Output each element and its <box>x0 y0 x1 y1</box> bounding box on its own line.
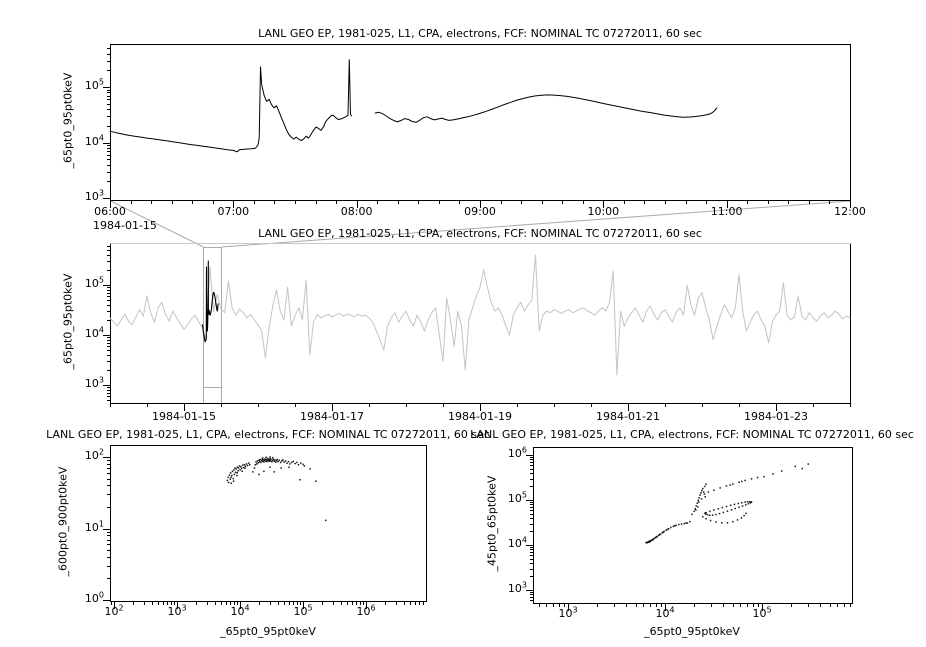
x-tick-label: 07:00 <box>217 205 250 218</box>
x-tick-label: $10^4$ <box>230 603 250 618</box>
y-tick-label: $10^6$ <box>507 444 527 460</box>
x-tick-label: $10^3$ <box>558 605 578 620</box>
x-tick-label: 1984-01-15 <box>152 410 216 423</box>
x-tick-label: 08:00 <box>340 205 373 218</box>
x-tick-label: 09:00 <box>464 205 496 218</box>
panel3-title: LANL GEO EP, 1981-025, L1, CPA, electrons, FCF: NOMINAL TC 07272011, 60 sec <box>46 428 490 441</box>
panel-3-plot-area[interactable] <box>110 445 426 601</box>
y-tick-label: $10^1$ <box>84 518 104 534</box>
x-tick-label: $10^3$ <box>167 603 187 618</box>
y-tick-label: $10^5$ <box>507 489 527 505</box>
x-tick-label: $10^5$ <box>752 605 772 620</box>
panel4-y-axis-label: _45pt0_65pt0keV <box>485 475 499 572</box>
panel3-x-axis-label: _65pt0_95pt0keV <box>220 625 316 638</box>
panel-1-plot-area[interactable] <box>110 44 850 200</box>
x-tick-label: 1984-01-19 <box>448 410 512 423</box>
y-tick-label: $10^3$ <box>507 579 527 595</box>
y-tick-label: $10^5$ <box>84 274 104 290</box>
y-tick-label: $10^4$ <box>507 534 527 550</box>
panel-2-plot-area[interactable] <box>110 243 850 403</box>
y-tick-label: $10^5$ <box>84 76 104 92</box>
y-tick-label: $10^4$ <box>84 132 104 148</box>
x-tick-label: 12:00 <box>834 205 866 218</box>
panel3-y-axis-label: _600pt0_900pt0keV <box>56 466 70 577</box>
x-tick-label: $10^6$ <box>356 603 376 618</box>
x-tick-label: 1984-01-21 <box>596 410 660 423</box>
y-tick-label: $10^3$ <box>84 187 104 203</box>
x-tick-label: 06:00 <box>94 205 126 218</box>
y-tick-label: $10^2$ <box>84 446 104 462</box>
y-tick-label: $10^4$ <box>84 324 104 340</box>
x-tick-label: 1984-01-23 <box>744 410 808 423</box>
x-tick-label: $10^4$ <box>655 605 675 620</box>
panel1-title: LANL GEO EP, 1981-025, L1, CPA, electrons, FCF: NOMINAL TC 07272011, 60 sec <box>258 27 702 40</box>
y-tick-label: $10^0$ <box>84 589 104 605</box>
panel2-y-axis-label: _65pt0_95pt0keV <box>61 273 75 370</box>
panel1-context-date-label: 1984-01-15 <box>93 219 157 232</box>
panel4-title: LANL GEO EP, 1981-025, L1, CPA, electrons, FCF: NOMINAL TC 07272011, 60 sec <box>470 428 914 441</box>
x-tick-label: 11:00 <box>710 205 743 218</box>
x-tick-label: $10^5$ <box>293 603 313 618</box>
x-tick-label: $10^2$ <box>104 603 124 618</box>
panel2-title: LANL GEO EP, 1981-025, L1, CPA, electrons, FCF: NOMINAL TC 07272011, 60 sec <box>258 227 702 240</box>
panel-4-plot-area[interactable] <box>533 447 852 603</box>
x-tick-label: 1984-01-17 <box>300 410 364 423</box>
panel4-x-axis-label: _65pt0_95pt0keV <box>644 625 740 638</box>
x-tick-label: 10:00 <box>587 205 620 218</box>
panel1-y-axis-label: _65pt0_95pt0keV <box>61 72 75 169</box>
y-tick-label: $10^3$ <box>84 374 104 390</box>
